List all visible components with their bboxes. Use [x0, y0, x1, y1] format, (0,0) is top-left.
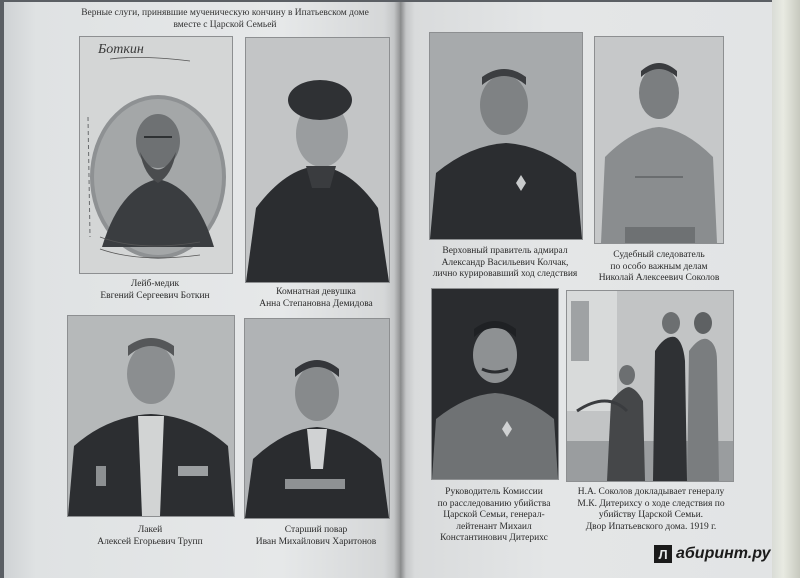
caption-report-line-4: Двор Ипатьевского дома. 1919 г. [585, 521, 717, 532]
caption-report-line-3: убийству Царской Семьи. [598, 510, 704, 520]
caption-diterikhs-line-2: по расследованию убийства [437, 498, 551, 509]
caption-kharitonov-line-1: Старший повар [284, 525, 348, 535]
photo-kharitonov [244, 318, 390, 519]
photo-diterikhs [431, 288, 559, 480]
caption-sokolov-line-2: по особо важным делам [610, 261, 708, 272]
caption-kolchak-line-1: Верховный правитель адмирал [442, 246, 568, 256]
caption-botkin [79, 279, 231, 302]
photo-trupp [67, 315, 235, 517]
caption-botkin-line-2: Евгений Сергеевич Боткин [100, 290, 210, 301]
caption-kharitonov-line-2: Иван Михайлович Харитонов [255, 536, 377, 547]
labirint-watermark [654, 543, 771, 565]
caption-report-line-1: Н.А. Соколов докладывает генералу [577, 487, 725, 497]
caption-sokolov-line-3: Николай Алексеевич Соколов [598, 273, 720, 283]
caption-kolchak-line-3: лично курировавший ход следствия [432, 269, 578, 279]
caption-diterikhs-line-4: лейтенант Михаил [456, 521, 532, 532]
photo-sokolov [594, 36, 724, 244]
botkin-signature: Боткин [98, 42, 144, 57]
caption-demidova-line-2: Анна Степановна Демидова [259, 298, 373, 309]
caption-kharitonov [236, 525, 396, 548]
caption-trupp-line-2: Алексей Егорьевич Трупп [97, 536, 203, 547]
header-line-1: Верные слуги, принявшие мученическую кончину в Ипатьевском доме [81, 8, 369, 18]
photo-sokolov-report [566, 290, 734, 482]
header-line-2: вместе с Царской Семьей [173, 20, 277, 30]
caption-kolchak [423, 246, 587, 281]
book-gutter [394, 2, 406, 578]
caption-report-line-2: М.К. Дитерихсу о ходе следствия по [577, 498, 725, 509]
labirint-logo-icon: Л [654, 545, 672, 563]
caption-demidova-line-1: Комнатная девушка [276, 287, 356, 297]
photo-kolchak [429, 32, 583, 240]
caption-sokolov-report [566, 487, 736, 533]
caption-diterikhs-line-5: Константинович Дитерихс [440, 533, 548, 543]
page-header [60, 7, 390, 31]
photo-botkin [79, 36, 233, 274]
caption-diterikhs [424, 487, 564, 545]
caption-kolchak-line-2: Александр Васильевич Колчак, [441, 257, 569, 268]
book-edge [772, 0, 800, 578]
caption-trupp-line-1: Лакей [137, 525, 163, 535]
caption-trupp [67, 525, 233, 548]
photo-demidova [245, 37, 390, 283]
caption-sokolov-line-1: Судебный следователь [613, 250, 705, 260]
caption-diterikhs-line-1: Руководитель Комиссии [445, 487, 543, 497]
caption-demidova [240, 287, 392, 310]
labirint-logo-text: абиринт.ру [676, 545, 771, 562]
caption-sokolov [584, 250, 734, 285]
caption-diterikhs-line-3: Царской Семьи, генерал- [443, 510, 545, 520]
caption-botkin-line-1: Лейб-медик [130, 279, 180, 289]
